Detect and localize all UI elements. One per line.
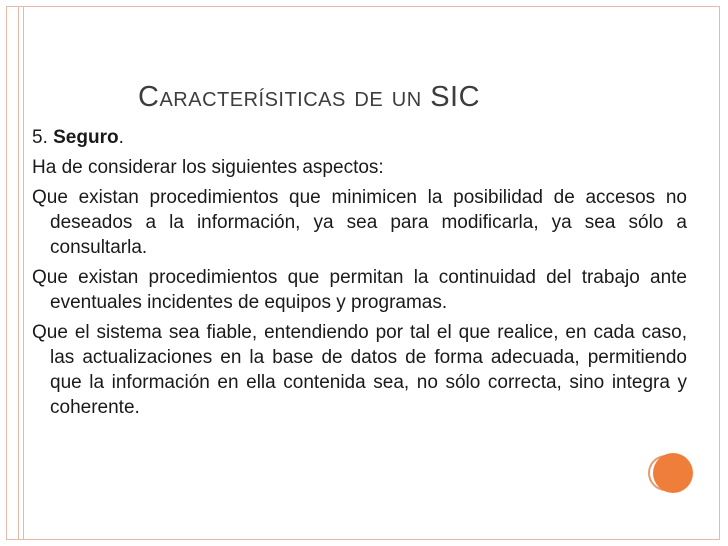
item-heading bbox=[32, 125, 687, 150]
paragraph: Que existan procedimientos que permitan la continuidad del trabajo ante eventuales incidentes de equipos y programas. bbox=[32, 267, 687, 313]
item-label: Seguro bbox=[53, 127, 119, 148]
paragraph: Que el sistema sea fiable, entendiendo por tal el que realice, en cada caso, las actualizaciones en la base de datos de forma adecuada, permitiendo que la información en ella contenida sea, no sólo correcta, sino integra y coherente. bbox=[32, 322, 687, 418]
item-number: 5. bbox=[32, 127, 54, 148]
left-rule bbox=[18, 6, 19, 540]
slide-body bbox=[32, 125, 687, 425]
item-period: . bbox=[118, 127, 124, 148]
left-rule bbox=[23, 6, 24, 540]
intro-text: Ha de considerar los siguientes aspectos: bbox=[32, 157, 384, 178]
decorative-circle bbox=[653, 453, 693, 493]
slide-title: Caracterísiticas de un SIC bbox=[138, 81, 481, 113]
paragraph: Que existan procedimientos que minimicen la posibilidad de accesos no deseados a la información, ya sea para modificarla, ya sea sólo a consultarla. bbox=[32, 187, 687, 258]
